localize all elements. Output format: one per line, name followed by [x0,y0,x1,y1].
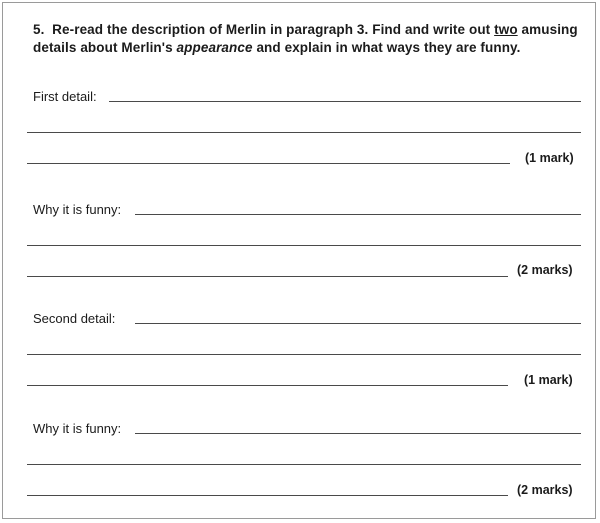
question-text [33,21,583,57]
question-part-1: Re-read the description of Merlin in paragraph 3. Find and write out [52,22,495,37]
first-funny-marks: (2 marks) [517,263,573,277]
second-funny-answer-line-1[interactable] [135,433,581,434]
question-emphasis-italic: appearance [176,40,253,55]
first-detail-label: First detail: [33,89,97,104]
second-funny-answer-line-2[interactable] [27,464,581,465]
second-funny-answer-line-3[interactable] [27,495,508,496]
first-detail-marks: (1 mark) [525,151,574,165]
first-detail-answer-line-3[interactable] [27,163,510,164]
worksheet-page [2,2,596,519]
first-detail-answer-line-1[interactable] [109,101,581,102]
question-emphasis-underline: two [494,22,518,37]
question-part-3: and explain in what ways they are funny. [252,40,521,55]
second-detail-marks: (1 mark) [524,373,573,387]
second-detail-answer-line-1[interactable] [135,323,581,324]
second-detail-label: Second detail: [33,311,116,326]
first-funny-label: Why it is funny: [33,202,122,217]
first-funny-answer-line-2[interactable] [27,245,581,246]
second-detail-answer-line-2[interactable] [27,354,581,355]
first-funny-answer-line-1[interactable] [135,214,581,215]
second-funny-label: Why it is funny: [33,421,122,436]
question-part-2: amusing details about Merlin's [33,22,578,55]
first-detail-answer-line-2[interactable] [27,132,581,133]
second-detail-answer-line-3[interactable] [27,385,508,386]
second-funny-marks: (2 marks) [517,483,573,497]
question-number: 5. [33,22,45,37]
first-funny-answer-line-3[interactable] [27,276,508,277]
